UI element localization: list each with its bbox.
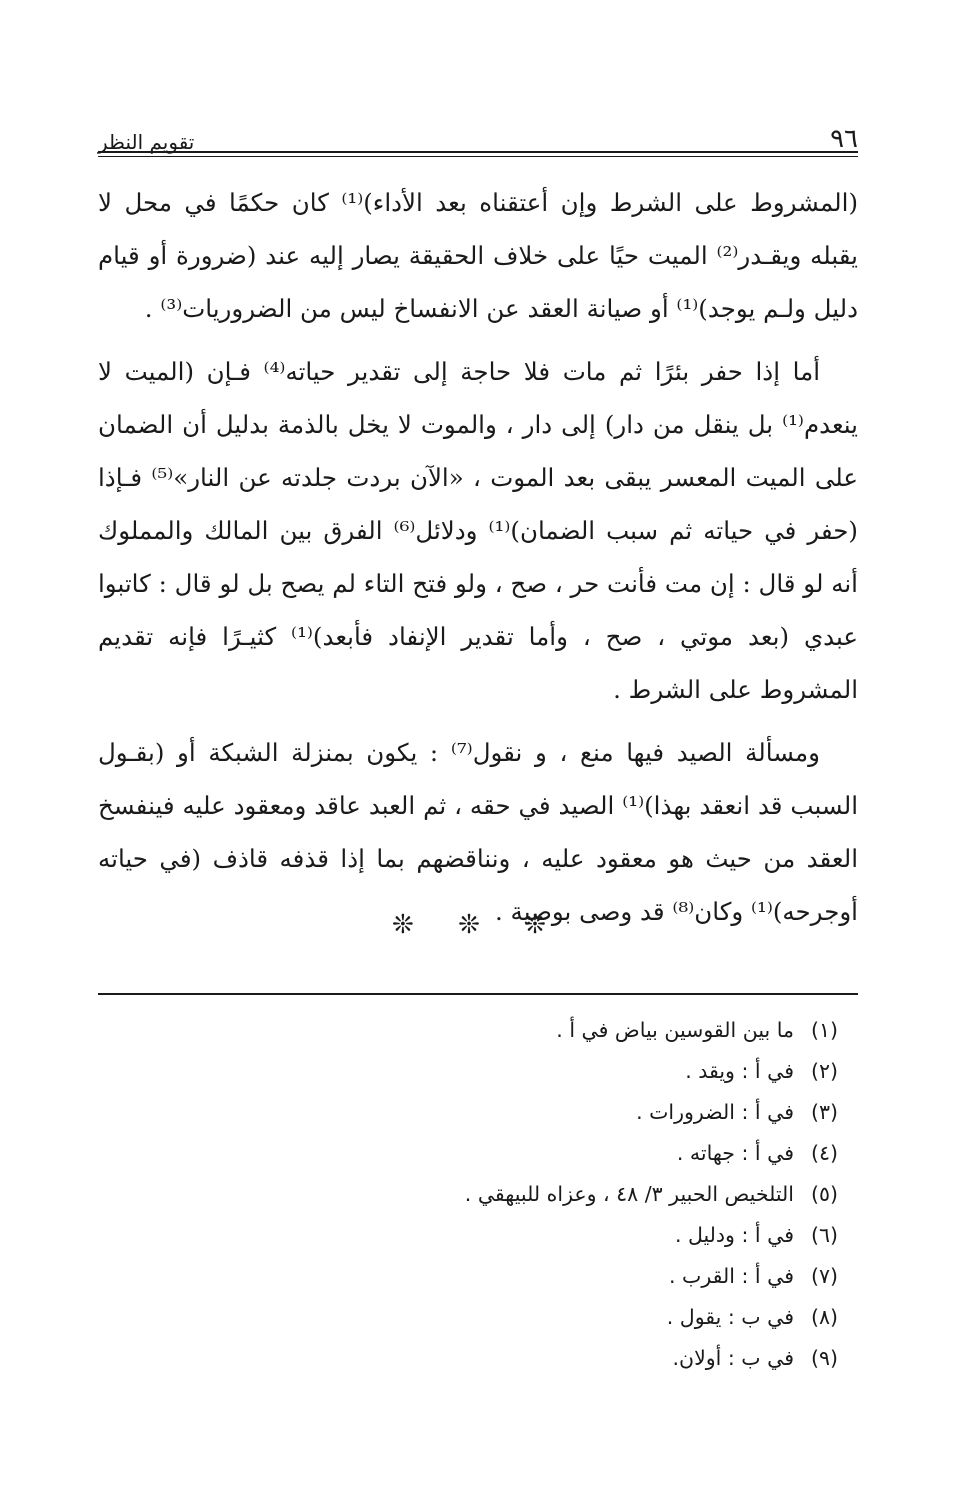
footnote-number: (٦) bbox=[810, 1223, 838, 1247]
footnote-number: (٧) bbox=[810, 1264, 838, 1288]
footnote-text: في أ : ويقد . bbox=[685, 1059, 794, 1083]
paragraph-1: (المشروط على الشرط وإن أعتقناه بعد الأداء)⁽¹⁾ كان حكمًا في محل لا يقبله ويقـدر⁽²⁾ الميت حيًا على خلاف الحقيقة يصار إليه عند (ضرورة أو قيام دليل ولـم يوجد)⁽¹⁾ أو صيانة العقد عن الانفساخ ليس من الضروريات⁽³⁾ . bbox=[98, 188, 858, 323]
footnote-2 bbox=[98, 1051, 838, 1092]
footnote-text: في أ : القرب . bbox=[669, 1264, 794, 1288]
main-text bbox=[98, 176, 858, 948]
footnote-number: (٣) bbox=[810, 1100, 838, 1124]
footnote-4 bbox=[98, 1133, 838, 1174]
footnote-text: في أ : جهاته . bbox=[676, 1141, 794, 1165]
footnote-8 bbox=[98, 1297, 838, 1338]
footnote-number: (٢) bbox=[810, 1059, 838, 1083]
footnote-number: (٤) bbox=[810, 1141, 838, 1165]
footnote-text: في ب : يقول . bbox=[666, 1305, 794, 1329]
footnote-6 bbox=[98, 1215, 838, 1256]
footnote-text: في أ : الضرورات . bbox=[636, 1100, 794, 1124]
paragraph-3: ومسألة الصيد فيها منع ، و نقول⁽⁷⁾ : يكون بمنزلة الشبكة أو (بقـول السبب قد انعقد بهذا)⁽¹⁾ الصيد في حقه ، ثم العبد عاقد ومعقود عليه فينفسخ العقد من حيث هو معقود عليه ، ونناقضهم بما إذا قذفه قاذف (في حياته أوجرحه)⁽¹⁾ وكان⁽⁸⁾ قد وصى بوصية . bbox=[98, 738, 858, 926]
footnote-7 bbox=[98, 1256, 838, 1297]
footnote-number: (٥) bbox=[810, 1182, 838, 1206]
footnote-rule bbox=[98, 993, 858, 995]
footnote-text: في أ : ودليل . bbox=[674, 1223, 794, 1247]
footnote-1 bbox=[98, 1010, 838, 1051]
page-header bbox=[98, 108, 858, 152]
footnote-text: التلخيص الحبير ٣/ ٤٨ ، وعزاه للبيهقي . bbox=[464, 1182, 794, 1206]
paragraph-2: أما إذا حفر بئرًا ثم مات فلا حاجة إلى تقدير حياته⁽⁴⁾ فـإن (الميت لا ينعدم⁽¹⁾ بل ينقل من دار) إلى دار ، والموت لا يخل بالذمة بدليل أن الضمان على الميت المعسر يبقى بعد الموت ، «الآن بردت جلدته عن النار»⁽⁵⁾ فـإذا (حفر في حياته ثم سبب الضمان)⁽¹⁾ ودلائل⁽⁶⁾ الفرق بين المالك والمملوك أنه لو قال : إن مت فأنت حر ، صح ، ولو فتح التاء لم يصح بل لو قال : كاتبوا عبدي (بعد موتي ، صح ، وأما تقدير الإنفاد فأبعد)⁽¹⁾ كثيـرًا فإنه تقديم المشروط على الشرط . bbox=[98, 357, 858, 704]
footnotes bbox=[98, 1010, 838, 1379]
footnote-text: في ب : أولان. bbox=[672, 1346, 794, 1370]
header-rule bbox=[98, 151, 858, 157]
footnote-number: (٩) bbox=[810, 1346, 838, 1370]
section-separator: ❊ ❊ ❊ bbox=[392, 910, 564, 940]
footnote-number: (٨) bbox=[810, 1305, 838, 1329]
footnote-number: (١) bbox=[810, 1018, 838, 1042]
footnote-text: ما بين القوسين بياض في أ . bbox=[556, 1018, 794, 1042]
footnote-9 bbox=[98, 1338, 838, 1379]
footnote-3 bbox=[98, 1092, 838, 1133]
footnote-5 bbox=[98, 1174, 838, 1215]
running-title: تقويم النظر bbox=[98, 130, 195, 154]
page-number: ٩٦ bbox=[830, 124, 858, 154]
